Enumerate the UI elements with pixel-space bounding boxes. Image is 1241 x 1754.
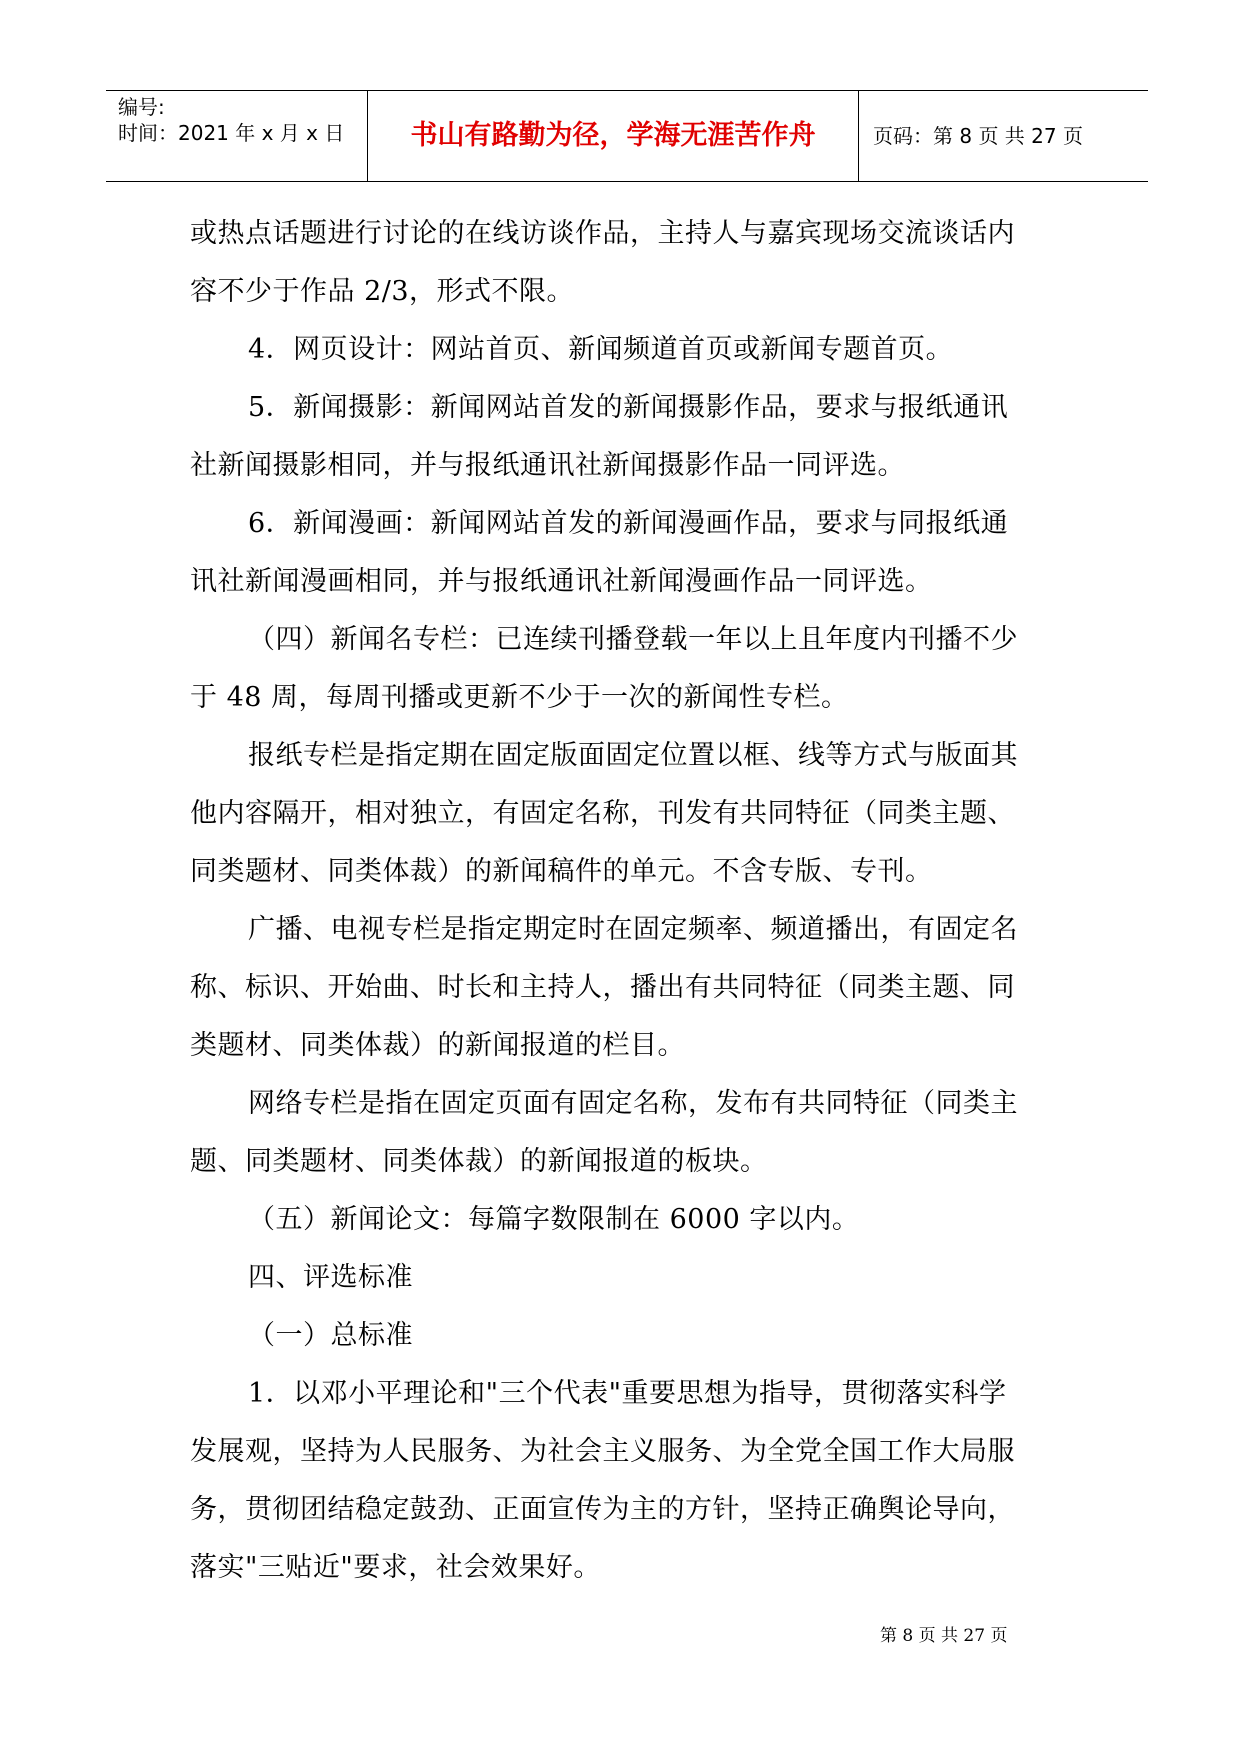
- header-page-number: 页码：第 8 页 共 27 页: [873, 124, 1083, 148]
- subsection-heading: （一）总标准: [248, 1320, 413, 1351]
- header-motto-cell: [368, 91, 859, 181]
- body-line: 社新闻摄影相同，并与报纸通讯社新闻摄影作品一同评选。: [190, 450, 905, 481]
- header-motto: 书山有路勤为径，学海无涯苦作舟: [410, 120, 816, 151]
- body-line: 容不少于作品 2/3，形式不限。: [190, 276, 575, 307]
- body-line: 类题材、同类体裁）的新闻报道的栏目。: [190, 1030, 685, 1061]
- page-footer-number: 第 8 页 共 27 页: [880, 1626, 1008, 1646]
- body-line: 5．新闻摄影：新闻网站首发的新闻摄影作品，要求与报纸通讯: [248, 392, 1009, 423]
- body-line: 落实"三贴近"要求，社会效果好。: [190, 1552, 601, 1583]
- document-date-label: 时间：2021 年 x 月 x 日: [118, 121, 345, 145]
- body-line: （四）新闻名专栏：已连续刊播登载一年以上且年度内刊播不少: [248, 624, 1018, 655]
- body-line: 或热点话题进行讨论的在线访谈作品，主持人与嘉宾现场交流谈话内: [190, 218, 1015, 249]
- body-line: 于 48 周，每周刊播或更新不少于一次的新闻性专栏。: [190, 682, 849, 713]
- document-number-label: 编号:: [118, 95, 165, 119]
- body-line: 题、同类题材、同类体裁）的新闻报道的板块。: [190, 1146, 768, 1177]
- body-line: 务，贯彻团结稳定鼓劲、正面宣传为主的方针，坚持正确舆论导向，: [190, 1494, 1015, 1525]
- body-line: 同类题材、同类体裁）的新闻稿件的单元。不含专版、专刊。: [190, 856, 933, 887]
- body-line: （五）新闻论文：每篇字数限制在 6000 字以内。: [248, 1204, 860, 1235]
- body-line: 1．以邓小平理论和"三个代表"重要思想为指导，贯彻落实科学: [248, 1378, 1007, 1409]
- body-line: 称、标识、开始曲、时长和主持人，播出有共同特征（同类主题、同: [190, 972, 1015, 1003]
- body-line: 讯社新闻漫画相同，并与报纸通讯社新闻漫画作品一同评选。: [190, 566, 933, 597]
- header-info-cell: [106, 91, 368, 181]
- body-line: 发展观，坚持为人民服务、为社会主义服务、为全党全国工作大局服: [190, 1436, 1015, 1467]
- body-line: 广播、电视专栏是指定期定时在固定频率、频道播出，有固定名: [248, 914, 1018, 945]
- body-line: 他内容隔开，相对独立，有固定名称，刊发有共同特征（同类主题、: [190, 798, 1015, 829]
- section-heading: 四、评选标准: [248, 1262, 413, 1293]
- body-line: 网络专栏是指在固定页面有固定名称，发布有共同特征（同类主: [248, 1088, 1018, 1119]
- body-line: 报纸专栏是指定期在固定版面固定位置以框、线等方式与版面其: [248, 740, 1018, 771]
- body-line: 4．网页设计：网站首页、新闻频道首页或新闻专题首页。: [248, 334, 954, 365]
- document-body: [190, 205, 1060, 1597]
- body-line: 6．新闻漫画：新闻网站首发的新闻漫画作品，要求与同报纸通: [248, 508, 1009, 539]
- header-page-cell: [859, 91, 1148, 181]
- page-header: [106, 90, 1148, 182]
